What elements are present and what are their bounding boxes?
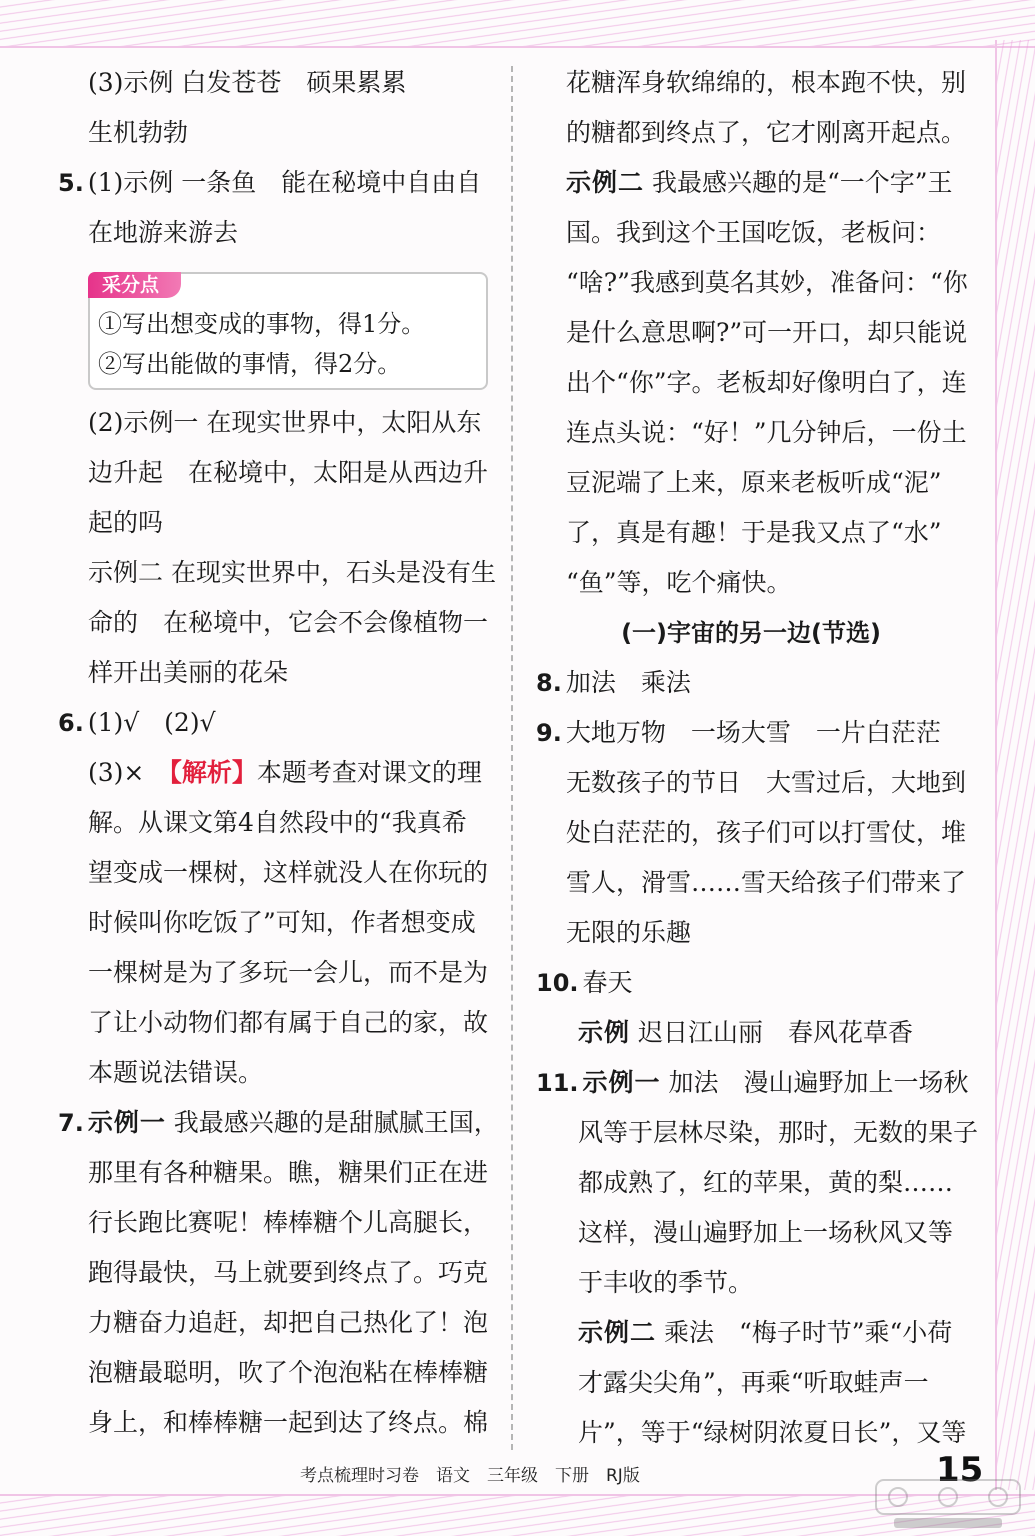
answer-line: 本题说法错误。 xyxy=(88,1058,264,1087)
example-label: 示例二 xyxy=(566,168,645,197)
scoring-point-2: ②写出能做的事情，得2分。 xyxy=(98,350,402,378)
page-number: 15 xyxy=(936,1450,984,1490)
question-number-7: 7. xyxy=(58,1109,84,1137)
scoring-points-tag: 采分点 xyxy=(88,272,181,298)
answer-line: 出个“你”字。老板却好像明白了，连 xyxy=(566,368,967,397)
question-number-5: 5. xyxy=(58,169,84,197)
answer-line: 才露尖尖角”，再乘“听取蛙声一 xyxy=(578,1368,929,1397)
answer-line: 的糖都到终点了，它才刚离开起点。 xyxy=(566,118,967,147)
answer-text: 我最感兴趣的是“一个字”王 xyxy=(644,168,953,197)
answer-text: 春天 xyxy=(582,968,633,997)
answer-line: 处白茫茫的，孩子们可以打雪仗，堆 xyxy=(566,818,967,847)
column-divider xyxy=(511,66,513,1450)
answer-line: (2)示例一 在现实世界中，太阳从东 xyxy=(88,408,482,437)
answer-line: 身上，和棒棒糖一起到达了终点。棉 xyxy=(88,1408,489,1437)
answer-line: 连点头说：“好！”几分钟后，一份土 xyxy=(566,418,967,447)
answer-line: 解。从课文第4自然段中的“我真希 xyxy=(88,808,467,837)
watermark-logo xyxy=(874,1478,1022,1532)
answer-line: “啥?”我感到莫名其妙，准备问：“你 xyxy=(566,268,968,297)
example-label: 示例 xyxy=(578,1018,631,1047)
question-number-8: 8. xyxy=(536,669,562,697)
question-number-6: 6. xyxy=(58,709,84,737)
answer-line: 力糖奋力追赶，却把自己热化了！泡 xyxy=(88,1308,489,1337)
answer-line: 一棵树是为了多玩一会儿，而不是为 xyxy=(88,958,489,987)
footer-book-info: 考点梳理时习卷 语文 三年级 下册 RJ版 xyxy=(300,1466,640,1486)
answer-line: 风等于层林尽染，那时，无数的果子 xyxy=(578,1118,979,1147)
answer-line: 生机勃勃 xyxy=(88,118,189,147)
answer-line: (3)示例 白发苍苍 硕果累累 xyxy=(88,68,407,97)
scoring-points-box xyxy=(88,272,488,390)
answer-line: 片”，等于“绿树阴浓夏日长”，又等 xyxy=(578,1418,967,1447)
answer-line: 起的吗 xyxy=(88,508,164,537)
question-number-9: 9. xyxy=(536,719,562,747)
answer-line: 在地游来游去 xyxy=(88,218,239,247)
answer-line: 行长跑比赛呢！棒棒糖个儿高腿长， xyxy=(88,1208,489,1237)
answer-text: (1)示例 一条鱼 能在秘境中自由自 xyxy=(87,168,482,197)
answer-line: 这样，漫山遍野加上一场秋风又等 xyxy=(578,1218,954,1247)
right-column xyxy=(536,58,979,1458)
example-label: 示例二 xyxy=(578,1318,657,1347)
answer-text: 加法 乘法 xyxy=(565,668,691,697)
answer-line: “鱼”等，吃个痛快。 xyxy=(566,568,792,597)
question-number-11: 11. xyxy=(536,1069,579,1097)
answer-text: 加法 漫山遍野加上一场秋 xyxy=(660,1068,969,1097)
question-number-10: 10. xyxy=(536,969,579,997)
section-heading: (一)宇宙的另一边(节选) xyxy=(621,619,881,647)
answer-line: 无限的乐趣 xyxy=(566,918,692,947)
answer-line: 于丰收的季节。 xyxy=(578,1268,754,1297)
answer-text: 迟日江山丽 春风花草香 xyxy=(630,1018,913,1047)
scoring-point-1: ①写出想变成的事物，得1分。 xyxy=(98,310,426,338)
answer-line: 花糖浑身软绵绵的，根本跑不快，别 xyxy=(566,68,967,97)
decorative-right-border xyxy=(995,40,1035,1490)
answer-text: 乘法 “梅子时节”乘“小荷 xyxy=(656,1318,953,1347)
answer-line: 边升起 在秘境中，太阳是从西边升 xyxy=(88,458,489,487)
answer-line: 命的 在秘境中，它会不会像植物一 xyxy=(88,608,489,637)
answer-text: 本题考查对课文的理 xyxy=(256,758,482,787)
answer-line: 泡糖最聪明，吹了个泡泡粘在棒棒糖 xyxy=(88,1358,489,1387)
answer-line: 示例二 在现实世界中，石头是没有生 xyxy=(88,558,496,587)
answer-line: 雪人，滑雪……雪天给孩子们带来了 xyxy=(566,868,967,897)
answer-line: 样开出美丽的花朵 xyxy=(88,658,289,687)
answer-line: 都成熟了，红的苹果，黄的梨…… xyxy=(578,1168,954,1197)
answer-text: (3)× xyxy=(88,758,170,787)
example-label: 示例一 xyxy=(582,1068,661,1097)
answer-line: 了，真是有趣！于是我又点了“水” xyxy=(566,518,942,547)
answer-line: 国。我到这个王国吃饭，老板问： xyxy=(566,218,942,247)
answer-line: 望变成一棵树，这样就没人在你玩的 xyxy=(88,858,489,887)
answer-line: 是什么意思啊?”可一开口，却只能说 xyxy=(566,318,968,347)
answer-text: 我最感兴趣的是甜腻腻王国， xyxy=(165,1108,499,1137)
answer-text: (1)√ (2)√ xyxy=(87,708,216,737)
left-column xyxy=(58,58,499,1448)
decorative-top-border xyxy=(0,0,1035,48)
example-label: 示例一 xyxy=(87,1108,166,1137)
answer-line: 跑得最快，马上就要到终点了。巧克 xyxy=(88,1258,489,1287)
answer-line: 那里有各种糖果。瞧，糖果们正在进 xyxy=(88,1158,489,1187)
answer-line: 无数孩子的节日 大雪过后，大地到 xyxy=(566,768,967,797)
answer-line: 时候叫你吃饭了”可知，作者想变成 xyxy=(88,908,476,937)
answer-line: 了让小动物们都有属于自己的家，故 xyxy=(88,1008,489,1037)
answer-line: 豆泥端了上来，原来老板听成“泥” xyxy=(566,468,942,497)
answer-text: 大地万物 一场大雪 一片白茫茫 xyxy=(565,718,941,747)
analysis-tag: 【解析】 xyxy=(169,758,257,787)
